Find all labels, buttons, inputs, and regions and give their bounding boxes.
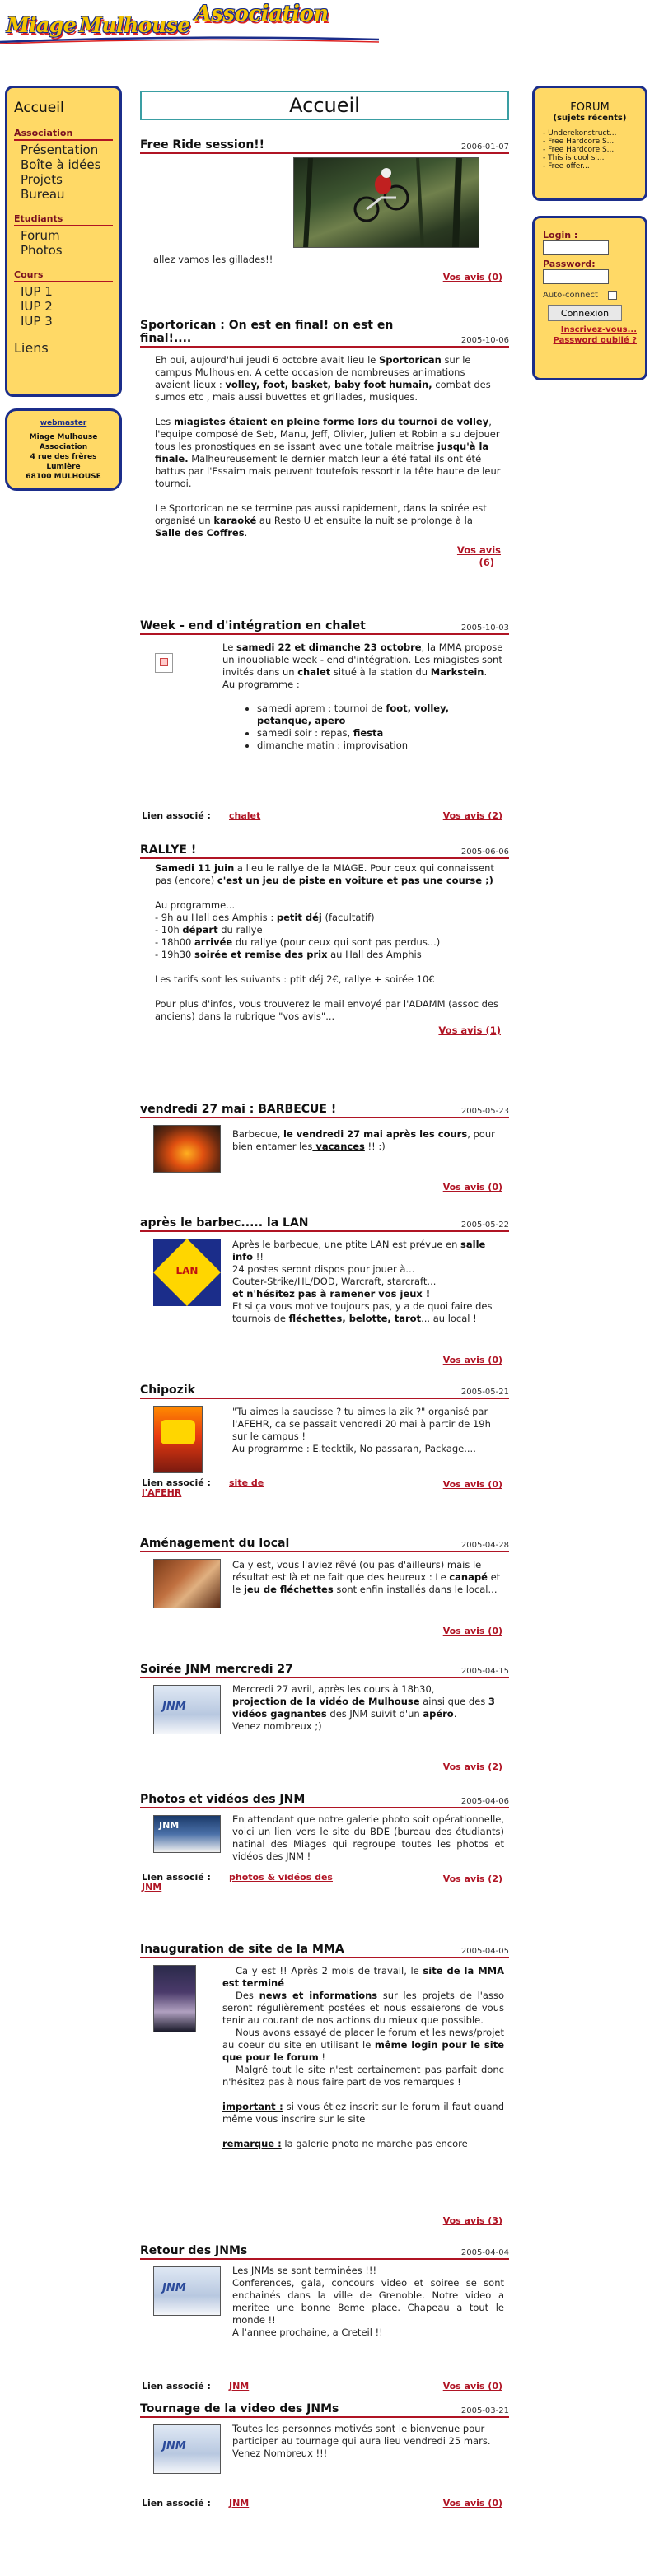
main-navigation [5, 86, 122, 397]
nav-group-etudiants [14, 213, 113, 258]
post-title: Tournage de la video des JNMs [140, 2402, 339, 2415]
post-paragraph: 24 postes seront dispos pour jouer à... [232, 1263, 415, 1275]
post-reviews-link[interactable]: Vos avis (0) [442, 2498, 502, 2508]
related-link-label: Lien associé : [142, 1477, 211, 1488]
post-reviews-link[interactable]: Vos avis (3) [442, 2215, 502, 2226]
post-title: Inauguration de site de la MMA [140, 1943, 344, 1956]
post-image-freeride[interactable] [293, 157, 479, 248]
related-link[interactable]: site de [229, 1477, 264, 1488]
post-paragraph: Au programme : E.tecktik, No passaran, Package.... [232, 1443, 476, 1454]
post-title: Week - end d'intégration en chalet [140, 619, 366, 632]
news-post [140, 138, 509, 319]
forum-title[interactable]: FORUM [570, 101, 610, 114]
post-title: Sportorican : On est en final! on est en final!.... [140, 319, 394, 345]
post-date: 2005-10-03 [460, 623, 509, 632]
post-paragraph: et n'hésitez pas à ramener vos jeux ! [232, 1288, 431, 1300]
list-item: • samedi soir : repas, fiesta [257, 727, 504, 740]
nav-group-association [14, 128, 113, 202]
post-text: allez vamos les gillades!! [153, 254, 273, 265]
register-link[interactable]: Inscrivez-vous... [560, 325, 637, 334]
post-paragraph: Ca y est, vous l'aviez rêvé (ou pas d'ailleurs) mais le résultat est là et ne fait que des heureux : Le canapé et le jeu de fléchettes sont enfin installés dans le local... [232, 1559, 501, 1595]
logo-word-mulhouse: Mulhouse [79, 13, 190, 37]
related-link-label: Lien associé : [142, 810, 211, 821]
post-date: 2006-01-07 [460, 142, 509, 152]
nav-item-iup3[interactable]: IUP 3 [21, 314, 53, 329]
site-header [0, 0, 659, 43]
post-image-jnm[interactable]: JNM [153, 2266, 221, 2316]
post-paragraph: A l'annee prochaine, a Creteil !! [232, 2326, 383, 2338]
post-date: 2005-04-04 [460, 2248, 509, 2257]
post-date: 2005-10-06 [460, 336, 509, 345]
login-label: Login : [543, 230, 578, 240]
post-paragraph: projection de la vidéo de Mulhouse ainsi que des 3 vidéos gagnantes des JNM suivit d'un apéro. [232, 1696, 495, 1720]
nav-section-title: Etudiants [14, 213, 113, 226]
forum-topic-link[interactable]: - Free Hardcore S... [543, 146, 615, 154]
post-reviews-link[interactable]: Vos avis (1) [438, 1024, 501, 1036]
nav-item-bureau[interactable]: Bureau [21, 187, 65, 202]
post-paragraph: Les miagistes étaient en pleine forme lors du tournoi de volley, l'equipe composé de Seb, Manu, Jeff, Olivier, Julien et Robin a su dejouer tous les pronostiques en se issant avec une totale maitrise jusqu'à la finale. Malheureusement le dernier match leur a été fatal ils ont été battus par l'Essaim mais peuvent toutefois ressortir la tête haute de leur tournoi. [155, 416, 501, 489]
post-paragraph: Ca y est !! Après 2 mois de travail, le site de la MMA est terminé [222, 1965, 504, 1989]
news-post [140, 1663, 509, 1793]
post-date: 2005-05-22 [460, 1220, 509, 1230]
post-image-local[interactable] [153, 1559, 221, 1608]
news-post [140, 2244, 509, 2402]
post-title: vendredi 27 mai : BARBECUE ! [140, 1103, 337, 1116]
post-paragraph: Malgré tout le site n'est certainement pas parfait donc n'hésitez pas à nous faire part de vos remarques ! [222, 2064, 504, 2088]
program-list [257, 702, 504, 752]
post-date: 2005-03-21 [460, 2406, 509, 2415]
related-link[interactable]: JNM [229, 2381, 250, 2392]
list-item: • dimanche matin : improvisation [257, 740, 504, 752]
post-paragraph: Les tarifs sont les suivants : ptit déj 2€, rallye + soirée 10€ [155, 973, 435, 985]
post-date: 2005-04-28 [460, 1541, 509, 1550]
post-title: Free Ride session!! [140, 138, 265, 152]
post-paragraph: Venez nombreux ;) [232, 1720, 322, 1732]
forum-topic-link[interactable]: - Free offer... [543, 162, 590, 170]
nav-item-photos[interactable]: Photos [21, 243, 63, 258]
post-paragraph: Le samedi 22 et dimanche 23 octobre, la MMA propose un inoubliable week - end d'intégration. Les miagistes sont invités dans un chalet situé à la station du Markstein. [222, 642, 503, 678]
post-paragraph: Nous avons essayé de placer le forum et les news/projet au coeur du site en utilisant le même login pour le site que pour le forum ! [222, 2027, 504, 2063]
related-link[interactable]: JNM [229, 2498, 250, 2508]
logo-word-miage: Miage [7, 13, 77, 37]
post-paragraph: Les JNMs se sont terminées !!! [232, 2265, 377, 2276]
post-reviews-link[interactable]: Vos avis (0) [442, 1479, 502, 1490]
post-reviews-link[interactable]: Vos avis (6) [456, 544, 501, 568]
broken-image-icon [155, 653, 173, 673]
login-button[interactable]: Connexion [548, 305, 622, 321]
post-paragraph: Mercredi 27 avril, après les cours à 18h30, [232, 1683, 435, 1695]
post-title: Aménagement du local [140, 1537, 290, 1550]
nav-group-cours [14, 269, 113, 329]
post-reviews-link[interactable]: Vos avis (2) [442, 1762, 502, 1772]
post-paragraph: Conferences, gala, concours video et soiree se sont enchainés dans la ville de Grenoble. Notre video a meritee une bonne 8eme place. Chapeau a tout le monde !! [232, 2277, 504, 2326]
related-link-label: Lien associé : [142, 1872, 211, 1883]
post-image-jnm-site[interactable]: JNM [153, 1815, 221, 1853]
post-paragraph: En attendant que notre galerie photo soit opérationnelle, voici un lien vers le site du BDE (bureau des étudiants) natinal des Miages qui regroupe toutes les photos et vidéos des JNM ! [232, 1813, 504, 1862]
news-post [140, 1216, 509, 1384]
post-date: 2005-04-15 [460, 1667, 509, 1676]
post-date: 2005-04-05 [460, 1947, 509, 1956]
post-paragraph: Samedi 11 juin a lieu le rallye de la MIAGE. Pour ceux qui connaissent pas (encore) c'est un jeu de piste en voiture et pas une course ;) [155, 862, 494, 886]
schedule-line: - 9h au Hall des Amphis : petit déj (facultatif) [155, 912, 375, 923]
schedule-line: - 19h30 soirée et remise des prix au Hall des Amphis [155, 949, 422, 960]
password-input[interactable] [543, 269, 609, 284]
post-paragraph: Le Sportorican ne se termine pas aussi rapidement, dans la soirée est organisé un karaoké au Resto U et ensuite la nuit se prolonge à la Salle des Coffres. [155, 502, 487, 539]
related-link-afehr[interactable]: l'AFEHR [142, 1487, 182, 1498]
schedule-line: - 10h départ du rallye [155, 924, 263, 936]
nav-item-projets[interactable]: Projets [21, 172, 63, 187]
post-paragraph: Et si ça vous motive toujours pas, y a de quoi faire des tournois de fléchettes, belotte, tarot... au local ! [232, 1300, 493, 1324]
post-paragraph: Après le barbecue, une ptite LAN est prévue en salle info !! [232, 1239, 486, 1262]
nav-item-boite-a-idees[interactable]: Boîte à idées [21, 157, 101, 172]
main-content [140, 91, 509, 2518]
post-paragraph: Couter-Strike/HL/DOD, Warcraft, starcraft... [232, 1276, 437, 1287]
header-swoosh [0, 35, 379, 44]
page-title: Accueil [140, 91, 509, 120]
nav-item-forum[interactable]: Forum [21, 228, 60, 243]
nav-item-liens[interactable]: Liens [14, 340, 49, 356]
webmaster-link[interactable]: webmaster [40, 419, 87, 427]
post-image-chipozik[interactable] [153, 1406, 203, 1473]
post-reviews-link[interactable]: Vos avis (0) [442, 1182, 502, 1192]
post-date: 2005-05-23 [460, 1107, 509, 1116]
related-link-label: Lien associé : [142, 2381, 211, 2392]
post-image-lan-party[interactable]: LAN [153, 1239, 221, 1306]
post-paragraph: Des news et informations sur les projets de l'asso seront régulièrement postées et nous essaierons de vous tenir au courant de nos actions du mieux que possible. [222, 1990, 504, 2026]
forum-recent-topics [532, 86, 647, 201]
nav-section-title: Association [14, 128, 113, 141]
news-post [140, 1943, 509, 2244]
post-image-jnm[interactable]: JNM [153, 1685, 221, 1734]
post-date: 2005-05-21 [460, 1388, 509, 1397]
related-link[interactable]: chalet [229, 810, 261, 821]
forum-topic-link[interactable]: - This is cool si... [543, 154, 605, 162]
post-paragraph: Pour plus d'infos, vous trouverez le mail envoyé par l'ADAMM (assoc des anciens) dans la rubrique "vos avis"... [155, 998, 499, 1022]
login-input[interactable] [543, 240, 609, 255]
schedule-line: - 18h00 arrivée du rallye (pour ceux qui sont pas perdus...) [155, 936, 441, 948]
post-image-jnm[interactable]: JNM [153, 2424, 221, 2474]
news-post [140, 1537, 509, 1663]
post-date: 2005-04-06 [460, 1797, 509, 1806]
autoconnect-row [543, 291, 637, 300]
news-post [140, 1103, 509, 1216]
association-address: Miage Mulhouse Association 4 rue des frères Lumière 68100 MULHOUSE [26, 433, 101, 481]
autoconnect-checkbox[interactable] [608, 291, 617, 300]
news-post [140, 1384, 509, 1537]
login-form [532, 216, 647, 380]
forum-topic-list [540, 128, 640, 172]
post-title: après le barbec..... la LAN [140, 1216, 309, 1230]
post-date: 2005-06-06 [460, 847, 509, 856]
news-post [140, 319, 509, 619]
logo-word-association: Association [194, 2, 329, 26]
news-post [140, 1793, 509, 1943]
news-post [140, 2402, 509, 2518]
post-reviews-link[interactable]: Vos avis (0) [442, 2381, 502, 2392]
forgot-password-link[interactable]: Password oublié ? [553, 336, 637, 345]
autoconnect-label: Auto-connect [543, 291, 598, 300]
forum-topic-link[interactable]: - Free Hardcore S... [543, 138, 615, 146]
site-logo[interactable] [7, 2, 329, 37]
webmaster-box [5, 408, 122, 491]
post-paragraph: "Tu aimes la saucisse ? tu aimes la zik ?" organisé par l'AFEHR, ca se passait vendredi 20 mai à partir de 19h sur le campus ! [232, 1406, 491, 1442]
related-link-jnm[interactable]: JNM [142, 1882, 162, 1892]
post-title: Retour des JNMs [140, 2244, 248, 2257]
post-reviews-link[interactable]: Vos avis (2) [442, 810, 502, 821]
post-paragraph: remarque : la galerie photo ne marche pas encore [222, 2138, 468, 2149]
forum-topic-link[interactable]: - Underekonstruct... [543, 129, 617, 138]
nav-item-iup1[interactable]: IUP 1 [21, 284, 53, 299]
post-reviews-link[interactable]: Vos avis (0) [442, 272, 502, 282]
post-image-barbecue[interactable] [153, 1125, 221, 1173]
post-reviews-link[interactable]: Vos avis (0) [442, 1626, 502, 1636]
post-image-mma[interactable] [153, 1965, 196, 2032]
post-paragraph: important : si vous étiez inscrit sur le forum il faut quand même vous inscrire sur le site [222, 2101, 504, 2125]
post-title: RALLYE ! [140, 843, 197, 856]
news-post [140, 843, 509, 1103]
post-paragraph: Eh oui, aujourd'hui jeudi 6 octobre avait lieu le Sportorican sur le campus Mulhousien. A cette occasion de nombreuses animations avaient lieux : volley, foot, basket, baby foot humain, combat des sumos etc , mais aussi buvettes et grillades, musiques. [155, 354, 491, 403]
post-title: Soirée JNM mercredi 27 [140, 1663, 293, 1676]
post-paragraph: Toutes les personnes motivés sont le bienvenue pour participer au tournage qui aura lieu vendredi 25 mars. Venez Nombreux !!! [232, 2423, 491, 2459]
post-reviews-link[interactable]: Vos avis (2) [442, 1874, 502, 1884]
related-link-label: Lien associé : [142, 2498, 211, 2508]
post-title: Chipozik [140, 1384, 195, 1397]
list-item: • samedi aprem : tournoi de foot, volley, petanque, apero [257, 702, 504, 727]
related-link[interactable]: photos & vidéos des [229, 1872, 333, 1883]
password-label: Password: [543, 259, 596, 269]
nav-item-presentation[interactable]: Présentation [21, 142, 99, 157]
nav-home[interactable]: Accueil [14, 100, 64, 116]
news-post [140, 619, 509, 843]
post-paragraph: Barbecue, le vendredi 27 mai après les cours, pour bien entamer les vacances !! :) [232, 1128, 495, 1152]
post-paragraph: Au programme... [155, 899, 236, 911]
nav-item-iup2[interactable]: IUP 2 [21, 299, 53, 314]
post-paragraph: Au programme : [222, 679, 300, 690]
forum-subtitle: (sujets récents) [553, 114, 627, 123]
post-title: Photos et vidéos des JNM [140, 1793, 306, 1806]
post-reviews-link[interactable]: Vos avis (0) [442, 1355, 502, 1365]
nav-section-title: Cours [14, 269, 113, 282]
